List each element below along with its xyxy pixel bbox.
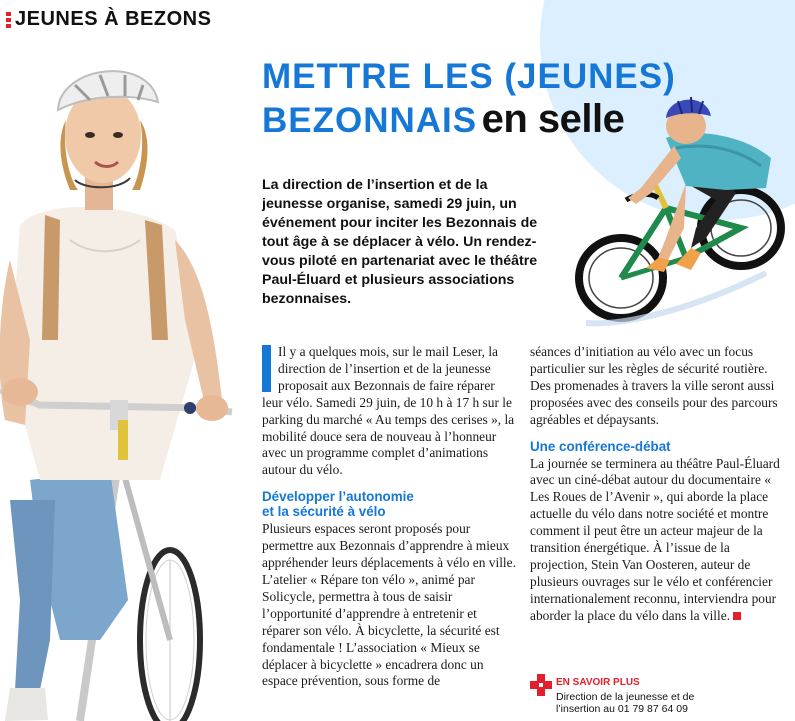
paragraph-1: Il y a quelques mois, sur le mail Leser, la direction de l’insertion et de la jeunesse proposait aux Bezonnais de faire réparer leur vélo. Samedi 29 juin, de 10 h à 17 h sur le parking du marché « Au temps des cerises », la mobilité douce sera de nouveau à l’honneur avec un programme complet d’animations autour du vélo. <box>262 344 515 478</box>
article-lead: La direction de l’insertion et de la jeunesse organise, samedi 29 juin, un événement pour inciter les Bezonnais de tout âge à se déplacer à vélo. Un rendez-vous piloté en partenariat avec le théâtre Paul-Éluard et plusieurs associations bezonnaises. <box>262 177 538 307</box>
article-title <box>262 56 676 149</box>
section-header <box>6 8 211 31</box>
paragraph-4: La journée se terminera au théâtre Paul-Éluard avec un ciné-débat autour du documentaire « Les Roues de l’Avenir », qui aborde la place actuelle du vélo dans notre société et montre comment il peut être un acteur majeur de la transition énergétique. À l’issue de la projection, Stein Van Oosteren, auteur de plusieurs ouvrages sur le vélo et conférencier internationalement reconnu, interviendra pour aborder la place du vélo dans la ville. <box>530 455 780 623</box>
section-marker-icon <box>6 12 11 28</box>
more-info-contact: Direction de la jeunesse et de l’insertion au 01 79 87 64 09 <box>556 691 695 715</box>
paragraph-2: Plusieurs espaces seront proposés pour permettre aux Bezonnais d’apprendre à mieux appréhender leurs déplacements à vélo en ville. L’atelier « Répare ton vélo », animé par Solicycle, permettra à tous de saisir l’opportunité d’apprendre à entretenir et réparer son vélo. À bicyclette, la sécurité est fondamentale ! L’association « Mieux se déplacer à bicyclette » encadrera donc un espace prévention, sous forme de <box>262 521 516 689</box>
end-mark-icon <box>733 612 741 620</box>
subheading-1 <box>262 489 517 519</box>
section-label: JEUNES À BEZONS <box>15 8 212 30</box>
subheading-1-line-1: Développer l’autonomie <box>262 489 414 505</box>
paragraph-3: séances d’initiation au vélo avec un focus particulier sur les règles de sécurité routière. Des promenades à travers la ville seront aussi proposées avec des conseils pour des parcours agréables et dépaysants. <box>530 344 778 427</box>
text-column-1 <box>262 344 517 690</box>
title-line-2-black: en selle <box>481 97 625 141</box>
subheading-1-line-2: et la sécurité à vélo <box>262 504 386 520</box>
text-column-2 <box>530 344 785 625</box>
red-cross-icon <box>530 674 552 696</box>
more-info-label: EN SAVOIR PLUS <box>556 677 640 688</box>
subheading-2: Une conférence-débat <box>530 438 671 454</box>
title-line-1: METTRE LES (JEUNES) <box>262 57 676 96</box>
woman-cyclist-photo <box>0 40 250 721</box>
title-line-2-blue: BEZONNAIS <box>262 101 478 140</box>
dropcap-bar <box>262 345 271 392</box>
